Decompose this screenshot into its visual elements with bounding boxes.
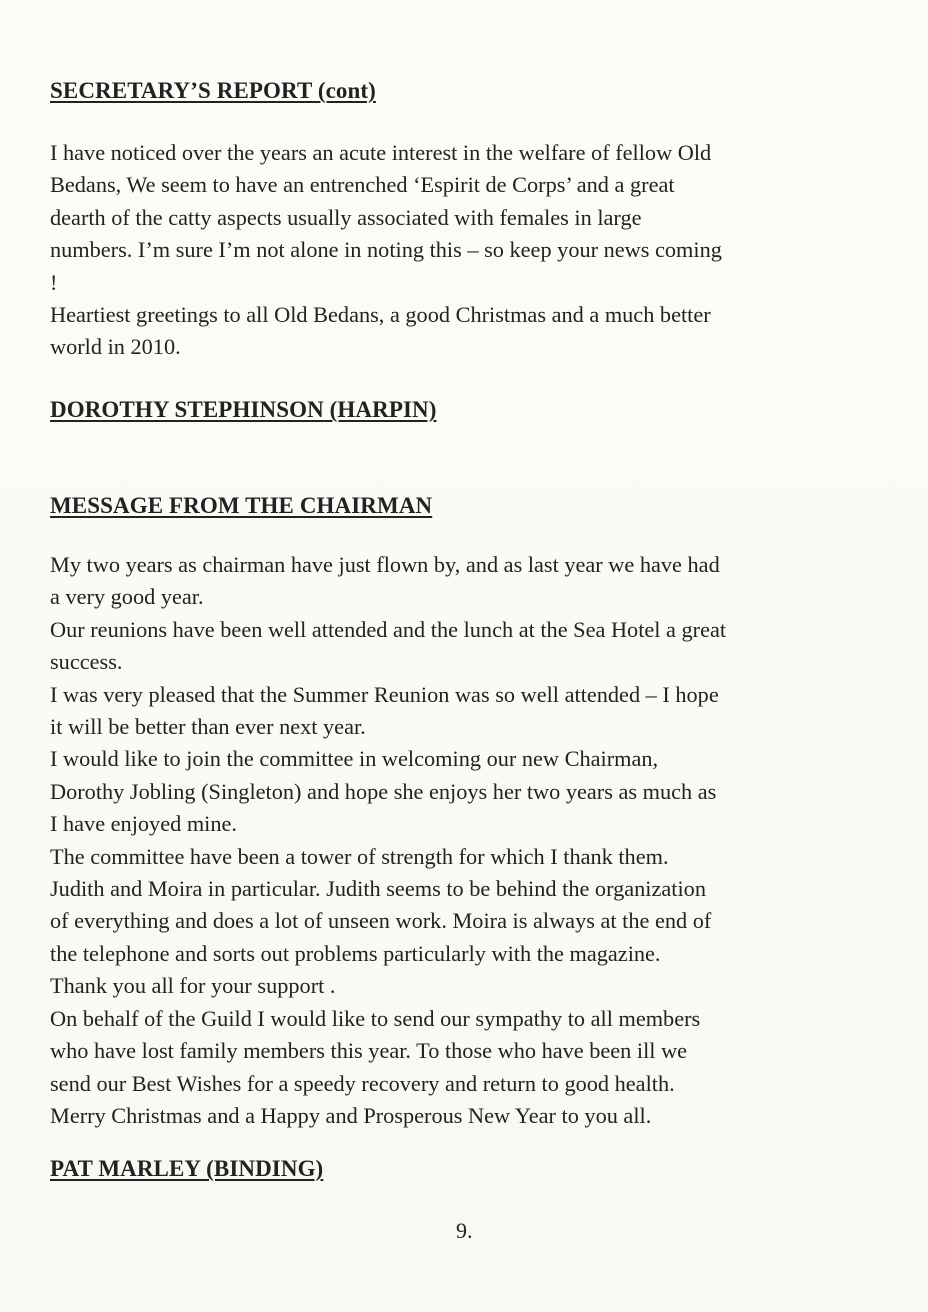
text-line: My two years as chairman have just flown by, and as last year we have had — [50, 552, 720, 577]
text-line: I have noticed over the years an acute interest in the welfare of fellow Old — [50, 140, 712, 165]
text-line: Heartiest greetings to all Old Bedans, a good Christmas and a much better — [50, 302, 711, 328]
secretary-signature: DOROTHY STEPHINSON (HARPIN) — [50, 397, 437, 422]
chairman-signature: PAT MARLEY (BINDING) — [50, 1156, 324, 1181]
page-number: 9. — [456, 1218, 473, 1243]
text-line: Thank you all for your support . — [50, 973, 336, 999]
text-line: I was very pleased that the Summer Reunion was so well attended – I hope — [50, 681, 719, 707]
text-line: Bedans, We seem to have an entrenched ‘Espirit de Corps’ and a great — [50, 172, 675, 198]
text-line: The committee have been a tower of strength for which I thank them. — [50, 843, 669, 869]
text-line: of everything and does a lot of unseen work. Moira is always at the end of — [50, 908, 712, 934]
text-line: it will be better than ever next year. — [50, 714, 366, 740]
text-line: ! — [50, 269, 58, 295]
text-line: I would like to join the committee in welcoming our new Chairman, — [50, 746, 659, 772]
text-line: a very good year. — [50, 584, 204, 610]
text-line: who have lost family members this year. To those who have been ill we — [50, 1038, 688, 1064]
chairman-message-heading: MESSAGE FROM THE CHAIRMAN — [50, 493, 433, 518]
secretary-report-heading: SECRETARY’S REPORT (cont) — [50, 78, 376, 103]
text-line: Merry Christmas and a Happy and Prosperous New Year to you all. — [50, 1102, 652, 1128]
text-line: success. — [50, 649, 123, 675]
text-line: send our Best Wishes for a speedy recovery and return to good health. — [50, 1070, 675, 1096]
secretary-report-body — [50, 137, 910, 364]
text-line: world in 2010. — [50, 334, 181, 360]
text-line: dearth of the catty aspects usually associated with females in large — [50, 204, 642, 230]
text-line: numbers. I’m sure I’m not alone in noting this – so keep your news coming — [50, 237, 722, 263]
text-line: I have enjoyed mine. — [50, 811, 237, 837]
text-line: Judith and Moira in particular. Judith seems to be behind the organization — [50, 876, 706, 902]
chairman-message-body — [50, 549, 910, 1132]
text-line: Dorothy Jobling (Singleton) and hope she enjoys her two years as much as — [50, 778, 717, 804]
text-line: the telephone and sorts out problems particularly with the magazine. — [50, 940, 661, 966]
text-line: Our reunions have been well attended and the lunch at the Sea Hotel a great — [50, 616, 727, 642]
text-line: On behalf of the Guild I would like to send our sympathy to all members — [50, 1005, 701, 1031]
